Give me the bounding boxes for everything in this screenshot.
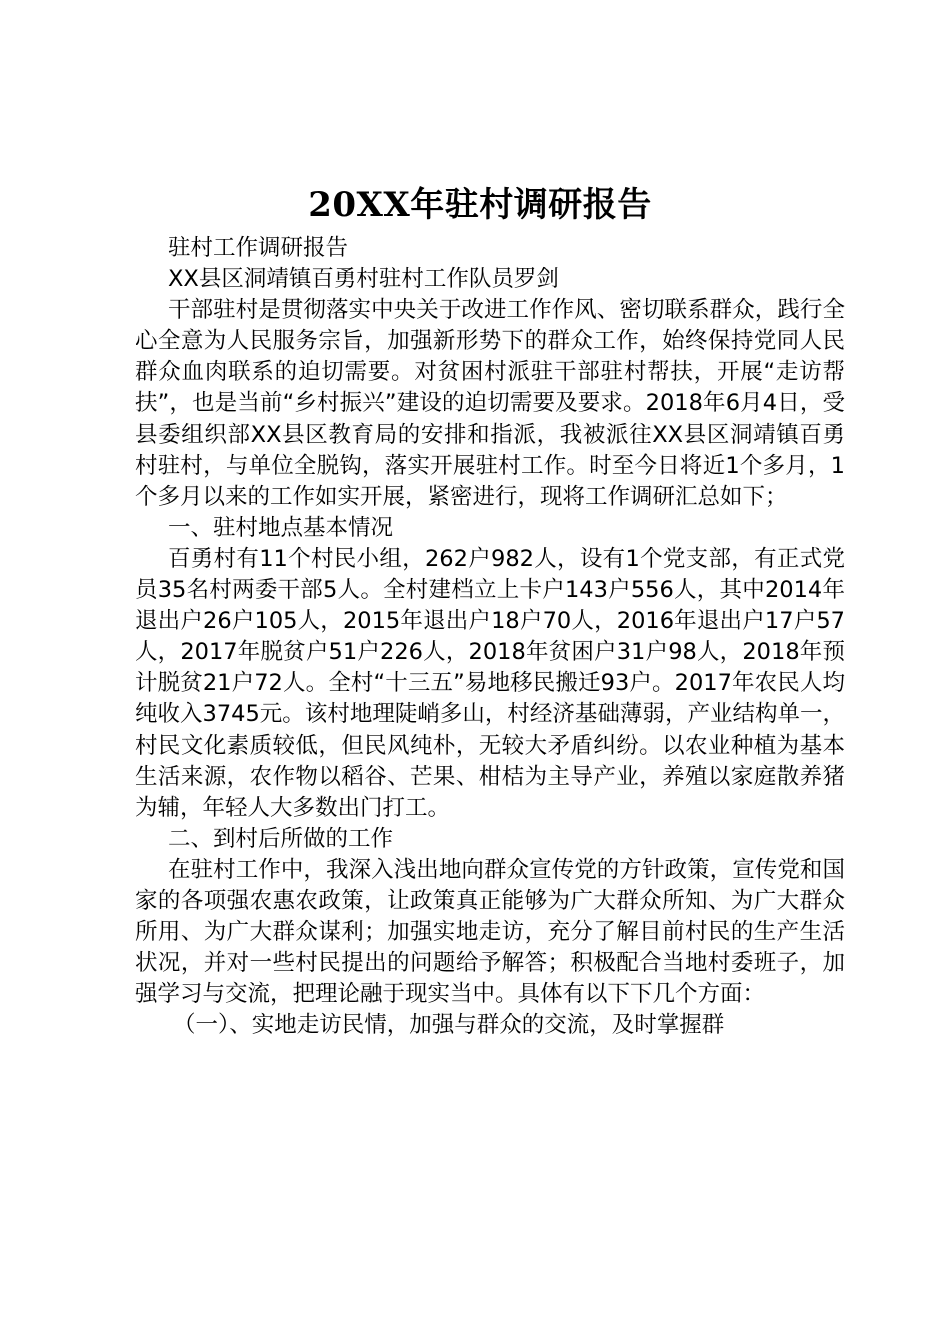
- work-done-paragraph: 在驻村工作中，我深入浅出地向群众宣传党的方针政策，宣传党和国家的各项强农惠农政策，让政策真正能够为广大群众所知、为广大群众所用、为广大群众谋利；加强实地走访，充分了解目前村民的生产生活状况，并对一些村民提出的问题给予解答；积极配合当地村委班子，加强学习与交流，把理论融于现实当中。具体有以下下几个方面：: [135, 856, 845, 1008]
- section-heading-1: 一、驻村地点基本情况: [168, 514, 394, 541]
- intro-paragraph: 干部驻村是贯彻落实中央关于改进工作作风、密切联系群众，践行全心全意为人民服务宗旨，加强新形势下的群众工作，始终保持党同人民群众血肉联系的迫切需要。对贫困村派驻干部驻村帮扶，开展“走访帮扶”，也是当前“乡村振兴”建设的迫切需要及要求。2018年6月4日，受县委组织部XX县区教育局的安排和指派，我被派往XX县区洞靖镇百勇村驻村，与单位全脱钩，落实开展驻村工作。时至今日将近1个多月，1个多月以来的工作如实开展，紧密进行，现将工作调研汇总如下；: [135, 297, 845, 510]
- document-title: 20XX年驻村调研报告: [308, 185, 652, 225]
- document-body: [135, 233, 845, 1041]
- author-line: XX县区洞靖镇百勇村驻村工作队员罗剑: [168, 266, 559, 293]
- subtitle-paragraph: 驻村工作调研报告: [168, 235, 349, 261]
- section-heading-2: 二、到村后所做的工作: [168, 825, 394, 852]
- subsection-heading-1: （一）、实地走访民情，加强与群众的交流，及时掌握群: [173, 1012, 725, 1039]
- village-situation-paragraph: 百勇村有11个村民小组，262户982人，设有1个党支部，有正式党员35名村两委干部5人。全村建档立上卡户143户556人，其中2014年退出户26户105人，2015年退出户18户70人，2016年退出户17户57人，2017年脱贫户51户226人，2018年贫困户31户98人，2018年预计脱贫21户72人。全村“十三五”易地移民搬迁93户。2017年农民人均纯收入3745元。该村地理陡峭多山，村经济基础薄弱，产业结构单一，村民文化素质较低，但民风纯朴，无较大矛盾纠纷。以农业种植为基本生活来源，农作物以稻谷、芒果、柑桔为主导产业，养殖以家庭散养猪为辅，年轻人大多数出门打工。: [135, 545, 845, 821]
